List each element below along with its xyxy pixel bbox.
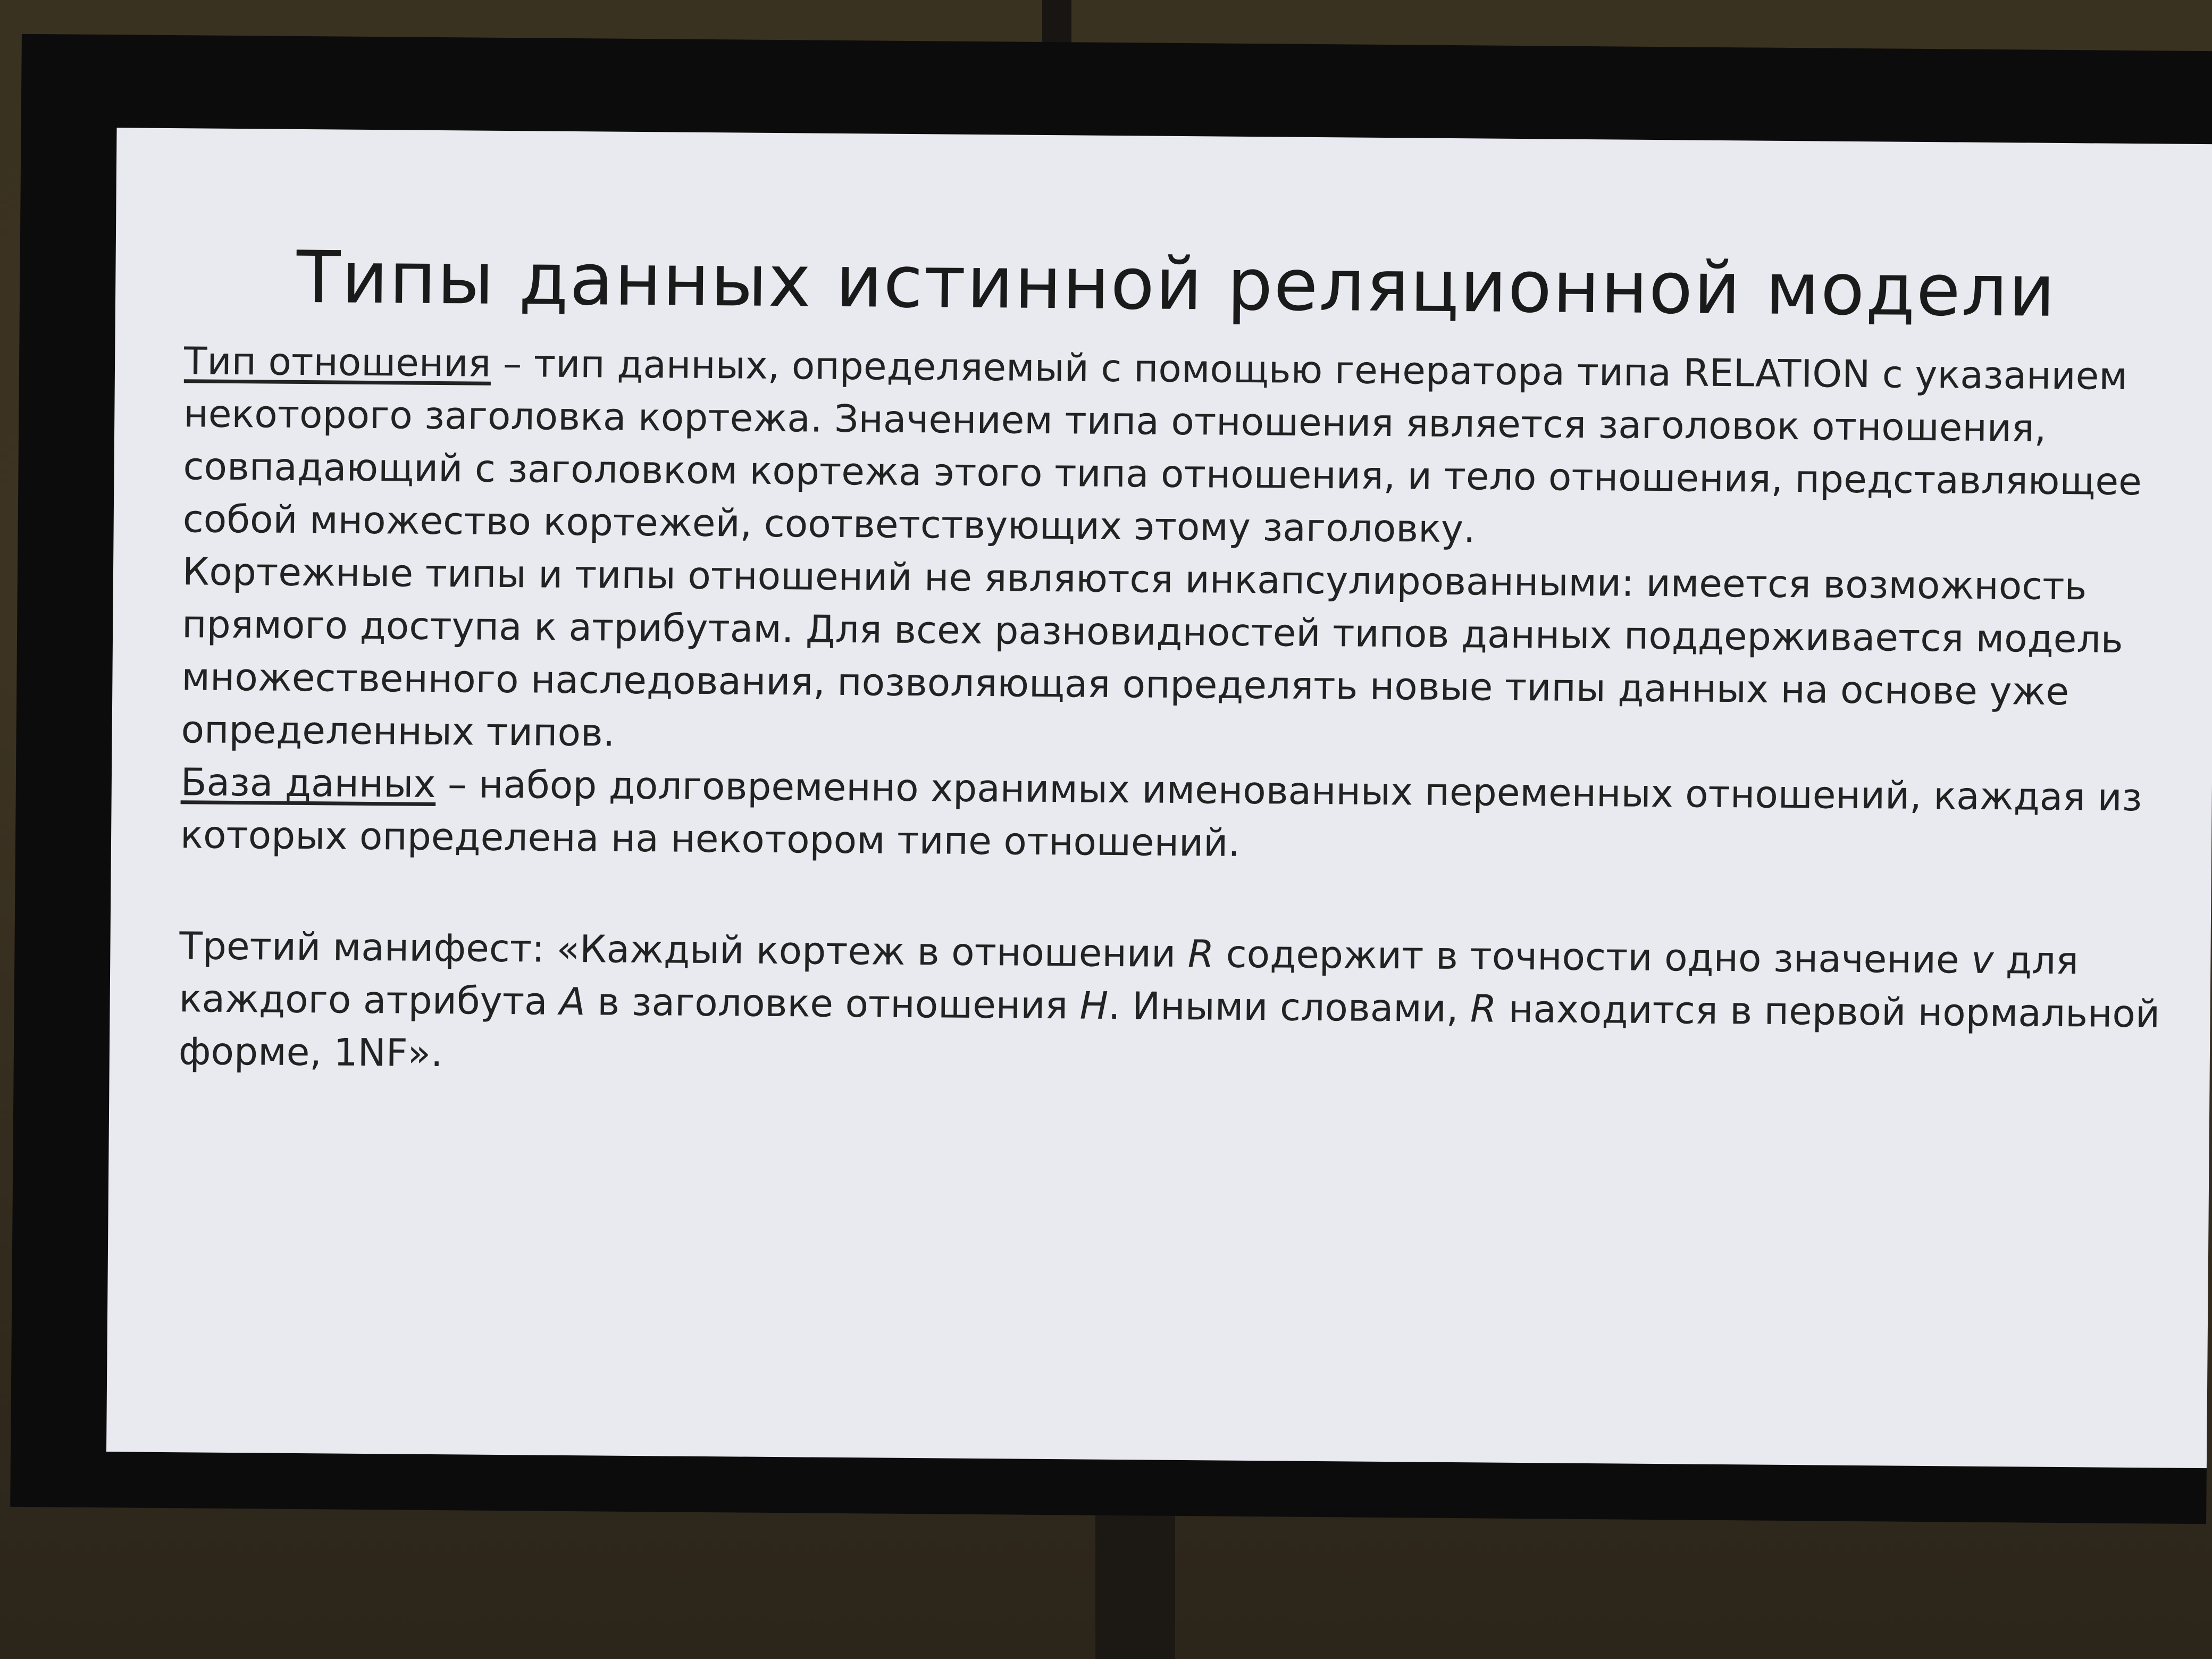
presentation-slide (106, 128, 2212, 1468)
term-relation-type: Тип отношения (183, 339, 491, 386)
manifesto-var-r: R (1187, 932, 1214, 976)
manifesto-text-3: для каждого атрибута (179, 938, 2079, 1024)
manifesto-text-5: . Иными словами, (1108, 983, 1471, 1031)
manifesto-var-a: A (559, 979, 586, 1024)
manifesto-var-r2: R (1470, 986, 1497, 1031)
paragraph-relation-type (182, 334, 2167, 560)
tuple-types-text: Кортежные типы и типы отношений не являются инкапсулированными: имеется возможность прямого доступа к атрибутам. Для всех разновидностей типов данных поддерживается модель множественного наследования, позволяющая определять новые типы данных на основе уже определенных типов. (181, 549, 2123, 755)
manifesto-text-6: находится в первой нормальной форме, 1NF». (178, 986, 2160, 1076)
paragraph-third-manifesto (179, 919, 2163, 1093)
slide-body (179, 334, 2168, 1093)
manifesto-text-1: Третий манифест: «Каждый кортеж в отношении (179, 924, 1188, 976)
manifesto-text-4: в заголовке отношения (585, 979, 1080, 1028)
manifesto-var-v: v (1971, 937, 1994, 983)
paragraph-tuple-types (181, 545, 2166, 771)
paragraph-database (180, 756, 2164, 876)
manifesto-var-h: H (1079, 983, 1109, 1028)
definition-relation-type: – тип данных, определяемый с помощью генератора типа RELATION с указанием некоторого заголовка кортежа. Значением типа отношения является заголовок отношения, совпадающий с заголовком кортежа этого типа отношения, и тело отношения, представляющее собой множество кортежей, соответствующих этому заголовку. (182, 341, 2142, 551)
term-database: База данных (180, 760, 436, 806)
manifesto-text-2: содержит в точности одно значение (1213, 932, 1972, 982)
monitor-frame (10, 34, 2212, 1524)
slide-title: Типы данных истинной реляционной модели (296, 235, 2057, 333)
definition-database: – набор долговременно хранимых именованных переменных отношений, каждая из которых определена на некотором типе отношений. (180, 761, 2142, 865)
